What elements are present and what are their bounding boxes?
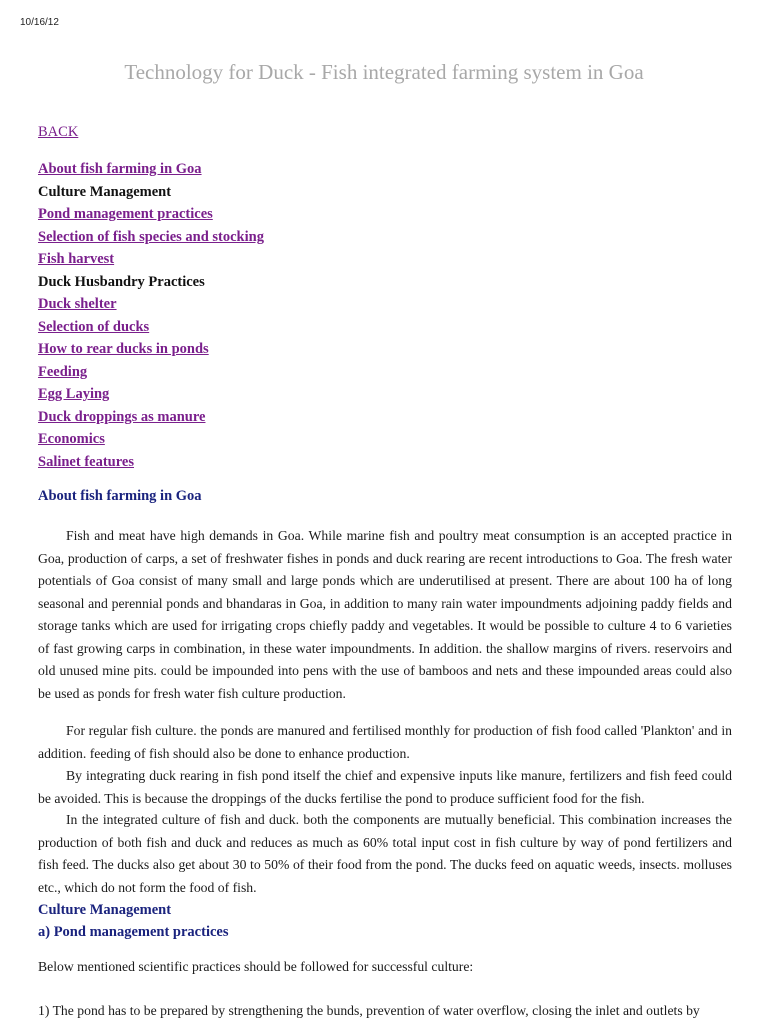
subheading-pond-management: a) Pond management practices: [38, 924, 229, 940]
nav-selection-of-ducks[interactable]: Selection of ducks: [38, 318, 150, 335]
nav-about-fish-farming[interactable]: About fish farming in Goa: [38, 161, 202, 177]
paragraph-about-4: In the integrated culture of fish and duck. both the components are mutually beneficial. This combination increases the production of both fish and duck and reduces as much as 60% total input cost in fish culture by way of pond fertilizers and fish feed. The ducks also get about 30 to 50% of their food from the pond. The ducks feed on aquatic weeds, insects. molluses etc., which do not form the food of fish.: [38, 812, 732, 895]
nav-salinet-features[interactable]: Salinet features: [38, 453, 134, 470]
paragraph-about-2: For regular fish culture. the ponds are manured and fertilised monthly for production of fish food called 'Plankton' and in addition. feeding of fish should also be done to enhance production.: [38, 723, 732, 761]
back-link[interactable]: BACK: [38, 124, 79, 140]
nav-pond-management[interactable]: Pond management practices: [38, 206, 213, 222]
paragraph-culture-item-1: 1) The pond has to be prepared by strengthening the bunds, prevention of water overflow, closing the inlet and outlets by: [38, 1003, 700, 1018]
paragraph-about-3: By integrating duck rearing in fish pond itself the chief and expensive inputs like manure, fertilizers and fish feed could be avoided. This is because the droppings of the ducks fertilise the pond to produce sufficient food for the fish.: [38, 768, 732, 806]
nav-feeding[interactable]: Feeding: [38, 363, 88, 380]
section-heading-about: About fish farming in Goa: [38, 488, 202, 504]
page-title: Technology for Duck - Fish integrated farming system in Goa: [124, 60, 644, 84]
nav-fish-species-stocking[interactable]: Selection of fish species and stocking: [38, 228, 264, 245]
table-of-contents: [38, 158, 264, 473]
nav-fish-harvest[interactable]: Fish harvest: [38, 251, 115, 267]
nav-duck-husbandry: Duck Husbandry Practices: [38, 273, 205, 290]
nav-rear-ducks[interactable]: How to rear ducks in ponds: [38, 341, 209, 357]
nav-duck-shelter[interactable]: Duck shelter: [38, 296, 117, 312]
nav-duck-droppings[interactable]: Duck droppings as manure: [38, 408, 206, 425]
print-date: 10/16/12: [20, 17, 59, 28]
paragraph-about-1: Fish and meat have high demands in Goa. While marine fish and poultry meat consumption is an accepted practice in Goa, production of carps, a set of freshwater fishes in ponds and duck rearing are recent introductions to Goa. The fresh water potentials of Goa consist of many small and large ponds which are underutilised at present. There are about 100 ha of long seasonal and perennial ponds and bhandaras in Goa, in addition to many rain water impoundments adjoining paddy fields and storage tanks which are used for irrigating crops chiefly paddy and vegetables. It would be possible to culture 4 to 6 varieties of fast growing carps in combination, in these water impoundments. In addition. the shallow margins of rivers. reservoirs and old unused mine pits. could be impounded into pens with the use of bamboos and nets and these impounded areas could also be used as ponds for fresh water fish culture production.: [38, 528, 732, 701]
nav-egg-laying[interactable]: Egg Laying: [38, 386, 110, 402]
nav-economics[interactable]: Economics: [38, 431, 105, 447]
nav-culture-management: Culture Management: [38, 183, 172, 200]
paragraph-culture-intro: Below mentioned scientific practices should be followed for successful culture:: [38, 959, 474, 974]
section-heading-culture: Culture Management: [38, 902, 172, 918]
